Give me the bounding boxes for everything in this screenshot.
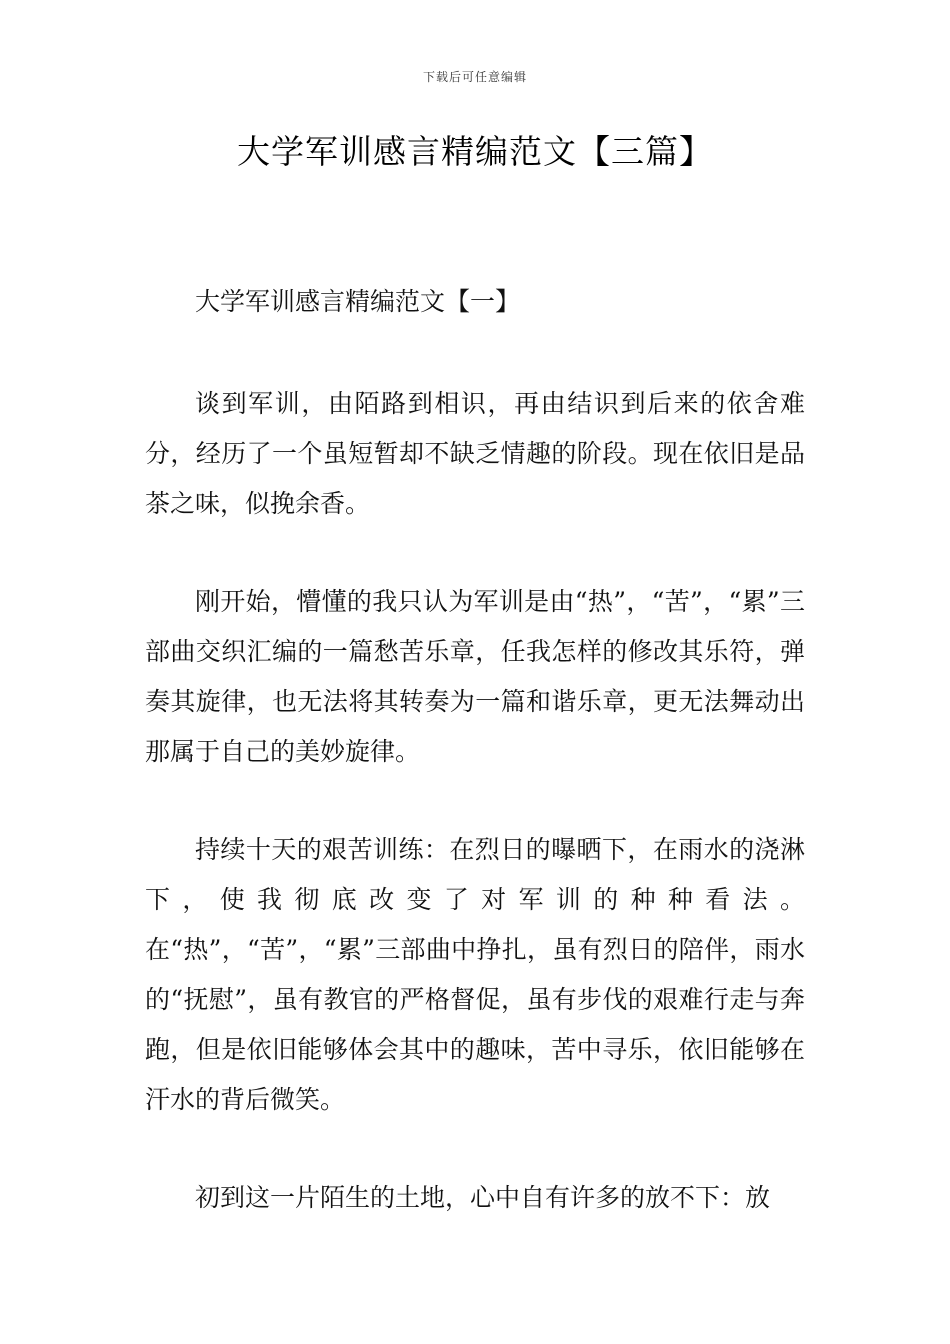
section-heading: 大学军训感言精编范文【一】 — [195, 287, 521, 316]
document-body — [145, 280, 805, 1223]
header-note: 下载后可任意编辑 — [422, 70, 527, 84]
paragraph-3: 持续十天的艰苦训练：在烈日的曝晒下，在雨水的浇淋下，使我彻底改变了对军训的种种看法。在“热”，“苦”，“累”三部曲中挣扎，虽有烈日的陪伴，雨水的“抚慰”，虽有教官的严格督促，虽有步伐的艰难行走与奔跑，但是依旧能够体会其中的趣味，苦中寻乐，依旧能够在汗水的背后微笑。 — [145, 835, 805, 1114]
document-title: 大学军训感言精编范文【三篇】 — [237, 132, 713, 171]
paragraph-4: 初到这一片陌生的土地，心中自有许多的放不下：放 — [195, 1183, 771, 1212]
paragraph-1: 谈到军训，由陌路到相识，再由结识到后来的依舍难分，经历了一个虽短暂却不缺乏情趣的阶段。现在依旧是品茶之味，似挽余香。 — [145, 389, 805, 518]
paragraph-2: 刚开始，懵懂的我只认为军训是由“热”，“苦”，“累”三部曲交织汇编的一篇愁苦乐章，任我怎样的修改其乐符，弹奏其旋律，也无法将其转奏为一篇和谐乐章，更无法舞动出那属于自己的美妙旋律。 — [145, 587, 805, 766]
